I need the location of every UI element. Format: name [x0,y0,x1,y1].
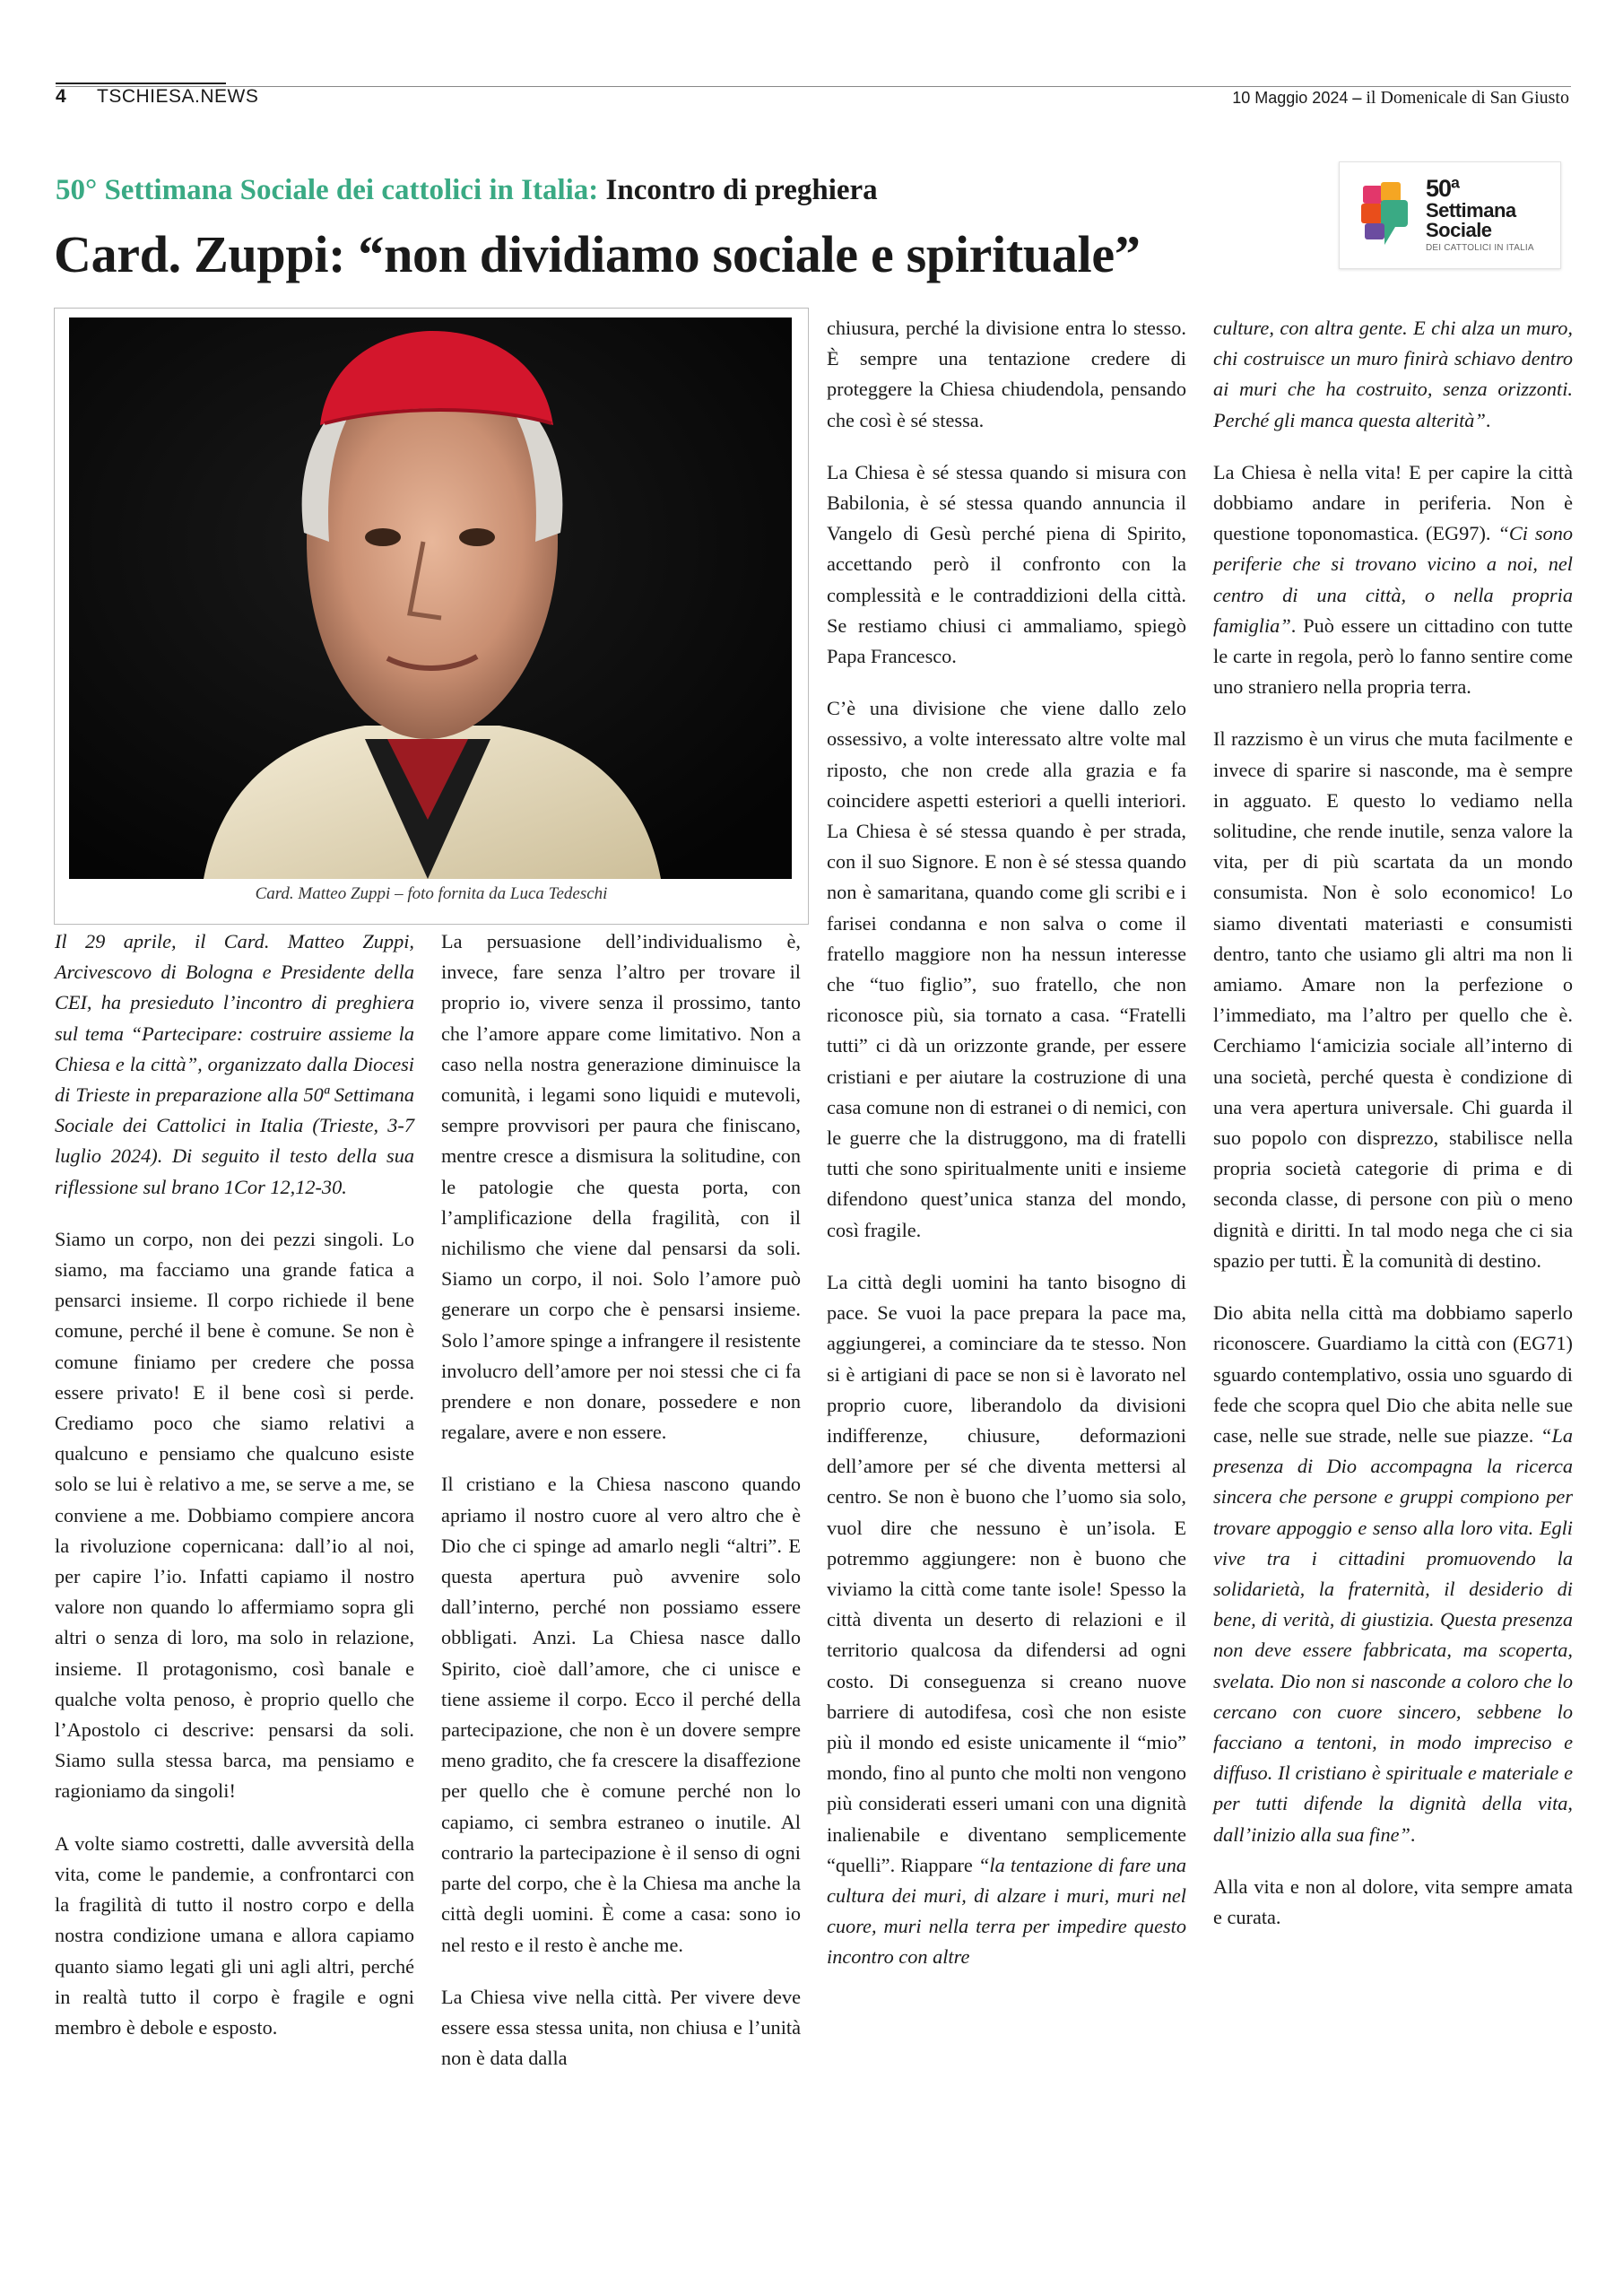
issue-date: 10 Maggio 2024 [1232,89,1349,107]
kicker-topic: Incontro di preghiera [598,174,878,206]
issue-info [1232,88,1569,109]
paragraph-babilonia: La Chiesa è sé stessa quando si misura con Babilonia, è sé stessa quando annuncia il Vangelo di Gesù perché piena di Spirito, accettando però il confronto con la complessità e le contraddizioni della città. Se restiamo chiusi ci ammaliamo, spiegò Papa Francesco. [827,460,1186,668]
publication-name: il Domenicale di San Giusto [1366,88,1569,108]
speech-bubbles-icon [1361,182,1415,250]
paragraph-pace-quote-end [1213,313,1573,436]
page-number: 4 [56,86,66,107]
logo-tagline: DEI CATTOLICI IN ITALIA [1426,243,1534,253]
paragraph-periferia [1213,457,1573,703]
periferia-text-a: La Chiesa è nella vita! E per capire la città dobbiamo andare in periferia. Non è questione toponomastica. (EG97). [1213,460,1573,545]
periferia-text-b: . Può essere un cittadino con tutte le carte in regola, però lo fanno sentire come uno straniero nella propria terra. [1213,613,1573,699]
paragraph-chiesa-citta-start: La Chiesa vive nella città. Per vivere deve essere essa stessa unita, non chiusa e l’unità non è data dalla [441,1985,801,2070]
portrait-illustration [69,317,792,879]
paragraph-conclusione: Alla vita e non al dolore, vita sempre amata e curata. [1213,1874,1573,1928]
logo-word-settimana: Settimana [1426,199,1516,222]
text-column-1 [55,926,414,2043]
quote-muri: culture, con altra gente. E chi alza un muro, chi costruisce un muro finirà schiavo dentro ai muri che ha costruito, senza orizzonti. Perché gli manca questa alterità” [1213,317,1573,431]
site-name[interactable]: TSCHIESA.NEWS [97,86,259,107]
paragraph-pace [827,1267,1186,1973]
paragraph-individualismo: La persuasione dell’individualismo è, invece, fare senza l’altro per trovare il proprio io, vivere senza il prossimo, tanto che l’amore appare come limitativo. Non a caso nella nostra generazione diminuisce la comunità, i legami sono liquidi e mutevoli, sempre provvisori per paura che finiscano, mentre cresce a dismisura la solitudine, con le patologie che questa porta, con l’amplificazione della fragilità, con il nichilismo che viene dal pensarsi da soli. Siamo un corpo, il noi. Solo l’amore può generare un corpo che è pensarsi insieme. Solo l’amore spinge a infrangere il resistente involucro dell’amore per noi stessi che ci fa prendere e non donare, possedere e non regalare, avere e non essere. [441,930,801,1444]
header-rule-short [56,83,226,84]
paragraph-partecipazione: Il cristiano e la Chiesa nascono quando apriamo il nostro cuore al vero altro che è Dio che ci spinge ad amarlo negli “altri”. E questa apertura può avvenire solo dall’interno, perché non possiamo essere obbligati. Anzi. La Chiesa nasce dallo Spirito, cioè dall’amore, che ci unisce e tiene assieme il corpo. Ecco il perché della partecipazione, che non è un dovere sempre meno gradito, che fa crescere la disaffezione per quello che è comune perché non lo capiamo, ci sembra estraneo o inutile. Al contrario la partecipazione è il senso di ogni parte del corpo, che è la Chiesa ma anche la città degli uomini. È come a casa: sono io nel resto e il resto è anche me. [441,1473,801,1956]
settimana-sociale-logo [1339,161,1561,269]
photo-caption: Card. Matteo Zuppi – foto fornita da Luca Tedeschi [255,884,608,903]
dio-citta-quote: “La presenza di Dio accompagna la ricerca sincera che persone e gruppi compiono per trovare appoggio e senso alla loro vita. Egli vive tra i cittadini promuovendo la solidarietà, la fraternità, il desiderio di bene, di verità, di giustizia. Questa presenza non deve essere fabbricata, ma scoperta, svelata. Dio non si nasconde a coloro che lo cercano con cuore sincero, sebbene lo facciano a tentoni, in modo impreciso e diffuso. Il cristiano è spirituale e materiale e per tutti difende la dignità della vita, dall’inizio alla sua fine” [1213,1423,1573,1846]
paragraph-dio-citta [1213,1298,1573,1850]
header-rule [56,86,1571,87]
article-intro: Il 29 aprile, il Card. Matteo Zuppi, Arcivescovo di Bologna e Presidente della CEI, ha presieduto l’incontro di preghiera sul tema “Partecipare: costruire assieme la Chiesa e la città”, organizzato dalla Diocesi di Trieste in preparazione alla 50ª Settimana Sociale dei Cattolici in Italia (Trieste, 3-7 luglio 2024). Di seguito il testo della sua riflessione sul brano 1Cor 12,12-30. [55,930,414,1198]
logo-wordmark [1426,177,1534,253]
paragraph-corpo: Siamo un corpo, non dei pezzi singoli. Lo siamo, ma facciamo una grande fatica a pensarci insieme. Il corpo richiede il bene comune, perché il bene è comune. Se non è comune finiamo per credere che possa essere privato! E il bene così si perde. Crediamo poco che siamo relativi a qualcuno e pensiamo che qualcuno esiste solo se lui è relativo a me, se serve a me, se conviene a me. Dobbiamo compiere ancora la rivoluzione copernicana: dall’io al noi, per capire l’io. Infatti capiamo il nostro valore non quando lo affermiamo sopra gli altri o senza di loro, ma solo in relazione, insieme. Il protagonismo, così banale e qualche volta penoso, è proprio quello che l’Apostolo ci descrive: pensarsi da soli. Siamo sulla stessa barca, ma pensiamo e ragioniamo da singoli! [55,1227,414,1803]
paragraph-chiesa-citta-end: chiusura, perché la divisione entra lo stesso. È sempre una tentazione credere di proteggere la Chiesa chiudendola, pensando che così è sé stessa. [827,317,1186,431]
article-headline: Card. Zuppi: “non dividiamo sociale e spirituale” [54,225,1141,283]
dio-citta-text: Dio abita nella città ma dobbiamo saperlo riconoscere. Guardiamo la città con (EG71) sguardo contemplativo, ossia uno sguardo di fede che scopra quel Dio che abita nelle sue case, nelle sue strade, nelle sue piazze. [1213,1301,1573,1447]
text-column-4 [1213,313,1573,1933]
cardinal-portrait-photo [69,317,792,879]
text-column-3 [827,313,1186,1973]
paragraph-razzismo: Il razzismo è un virus che muta facilmente e invece di sparire si nasconde, ma è sempre in agguato. E questo lo vediamo nella solitudine, che rende inutile, senza valore la vita, per di più scartata da un mondo consumista. Non è solo economico! Lo siamo diventati materiasti e consumisti dentro, tanto che usiamo gli altri ma non li amiamo. Amare non la perfezione o l’immediato, ma l’altro per quello che è. Cerchiamo l‘amicizia sociale all’interno di una società, perché questa è condizione di una vera apertura universale. Chi guarda il suo popolo con disprezzo, stabilisce nella propria società categorie di prima e di seconda classe, di persone con più o meno dignità e diritti. In tal modo nega che ci sia spazio per tutti. È la comunità di destino. [1213,727,1573,1272]
text-column-2 [441,926,801,2074]
paragraph-pace-quote: “la tentazione di fare una cultura dei muri, di alzare i muri, muri nel cuore, muri nella terra per impedire questo incontro con altre [827,1853,1186,1969]
issue-separator: – [1348,88,1367,108]
dio-citta-end: . [1410,1822,1416,1846]
photo-frame [54,308,809,925]
paragraph-fragilita: A volte siamo costretti, dalle avversità della vita, come le pandemie, a confrontarci con la fragilità di tutto il nostro corpo e della nostra condizione umana e allora capiamo quanto siamo legati gli uni agli altri, perché in realtà tutto il corpo è fragile e ogni membro è debole e esposto. [55,1831,414,2039]
logo-number: 50ª [1426,175,1460,202]
paragraph-divisione: C’è una divisione che viene dallo zelo ossessivo, a volte interessato altre volte mal riposto, che non crede alla grazia e fa coincidere aspetti esteriori a quelli interiori. La Chiesa è sé stessa quando è per strada, con il suo Signore. E non è sé stessa quando non è samaritana, quando come gli scribi e i farisei condanna e non salva o come il fratello maggiore non ha nessun interesse che “tuo figlio”, suo fratello, che non riconosce più, sia tornato a casa. “Fratelli tutti” ci dà un orizzonte grande, per essere cristiani e per aiutare la costruzione di una casa comune non di estranei o di nemici, con le guerre che la distruggono, ma di fratelli tutti che sono spiritualmente uniti e insieme difendono quest’unica stanza del mondo, così fragile. [827,697,1186,1241]
logo-word-sociale: Sociale [1426,219,1492,241]
periferia-quote: “Ci sono periferie che si trovano vicino a noi, nel centro di una città, o nella propria famiglia” [1213,522,1573,637]
kicker-event: 50° Settimana Sociale dei cattolici in Italia: [56,174,599,206]
quote-muri-end: . [1485,408,1491,431]
article-kicker [56,174,878,207]
paragraph-pace-text: La città degli uomini ha tanto bisogno di pace. Se vuoi la pace prepara la pace ma, aggiungerei, a cominciare da te stesso. Non si è artigiani di pace se non si è lavorato nel proprio cuore, liberandolo da divisioni indifferenze, chiusure, deformazioni dell’amore per sé che diventa mettersi al centro. Se non è buono che l’uomo sia solo, vuol dire che nessuno è un’isola. E potremmo aggiungere: non è buono che viviamo la città come tante isole! Spesso la città diventa un deserto di relazioni e il territorio qualcosa da difendersi ad ogni costo. Di conseguenza si creano nuove barriere di autodifesa, così che non esiste più il mondo ed esiste unicamente il “mio” mondo, fino al punto che molti non vengono più considerati esseri umani con una dignità inalienabile e diventano semplicemente “quelli”. Riappare [827,1270,1186,1876]
